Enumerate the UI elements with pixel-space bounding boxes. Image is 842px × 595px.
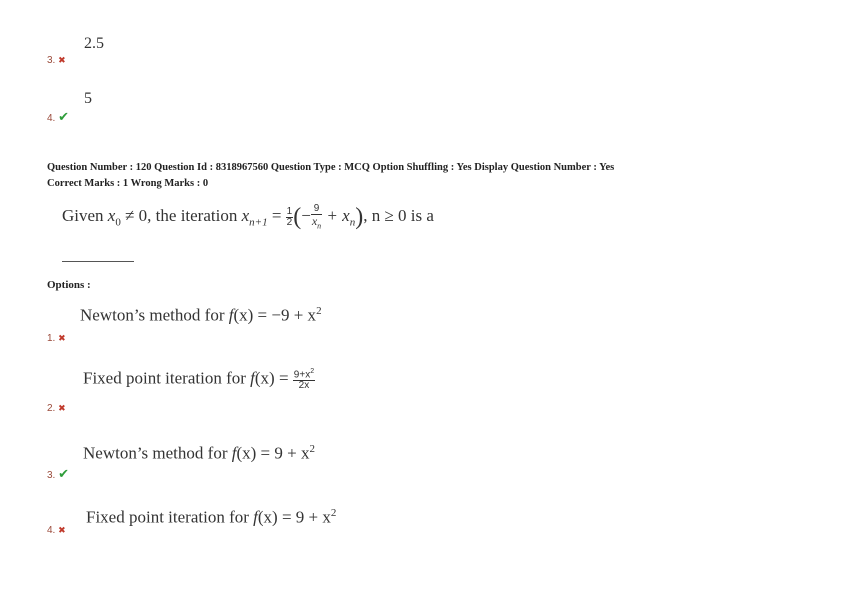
cross-icon: ✖ xyxy=(58,333,66,343)
answer-blank-line xyxy=(62,261,134,262)
option-4-text xyxy=(86,507,336,528)
option-3-text xyxy=(83,443,315,464)
stem-close-paren: ) xyxy=(355,204,364,231)
option-3-arg: (x) = 9 + x xyxy=(236,443,310,463)
option-2-prefix: Fixed point iteration for xyxy=(83,368,251,388)
question-stem xyxy=(62,204,434,230)
stem-xn1-sub: n+1 xyxy=(249,216,268,229)
option-2-frac-den: 2x xyxy=(298,380,310,392)
stem-equals: = xyxy=(267,206,286,226)
prev-option-4-number: 4. xyxy=(47,113,56,124)
option-2-arg: (x) = xyxy=(254,368,293,388)
option-3-f: f xyxy=(231,443,237,463)
option-1-number: 1. xyxy=(47,333,56,344)
stem-half-num: 1 xyxy=(286,205,293,217)
option-3-number: 3. xyxy=(47,470,56,481)
option-3-marker xyxy=(47,466,69,482)
cross-icon: ✖ xyxy=(58,55,66,65)
stem-open-paren: ( xyxy=(293,204,302,231)
stem-plus-xn: + x xyxy=(322,206,350,226)
stem-tail: , n ≥ 0 is a xyxy=(363,206,434,226)
option-2-f: f xyxy=(250,368,255,388)
stem-nine-num: 9 xyxy=(311,204,322,215)
stem-given: Given xyxy=(62,206,104,226)
option-4-number: 4. xyxy=(47,525,56,536)
stem-nine-den-sub: n xyxy=(317,221,322,231)
stem-half-den: 2 xyxy=(286,216,293,228)
options-label: Options : xyxy=(47,279,91,291)
prev-option-3-text: 2.5 xyxy=(84,35,104,52)
check-icon: ✔ xyxy=(58,466,70,481)
option-4-prefix: Fixed point iteration for xyxy=(86,507,254,527)
question-header-line1: Question Number : 120 Question Id : 8318967560 Question Type : MCQ Option Shuffling : Yes Display Question Number : Yes xyxy=(47,162,615,173)
stem-nine-den-x: x xyxy=(311,214,318,228)
option-1-sup: 2 xyxy=(316,305,322,317)
question-header-line2: Correct Marks : 1 Wrong Marks : 0 xyxy=(47,178,209,189)
prev-option-4-marker xyxy=(47,109,69,125)
prev-option-4-text: 5 xyxy=(84,90,92,107)
stem-xn1: x xyxy=(241,206,250,226)
option-1-prefix: Newton’s method for xyxy=(80,305,229,325)
cross-icon: ✖ xyxy=(58,525,66,535)
option-3-sup: 2 xyxy=(309,443,315,455)
option-4-sup: 2 xyxy=(330,507,337,519)
option-4-f: f xyxy=(253,507,258,527)
prev-option-3-marker xyxy=(47,55,66,66)
option-2-number: 2. xyxy=(47,403,56,414)
cross-icon: ✖ xyxy=(58,403,66,413)
option-2-frac-num-text: 9+x xyxy=(293,369,311,381)
option-2-marker xyxy=(47,403,66,414)
stem-xn-sub: n xyxy=(349,216,356,229)
stem-minus: − xyxy=(301,206,311,226)
option-4-marker xyxy=(47,525,66,536)
option-1-text xyxy=(80,305,322,326)
option-1-marker xyxy=(47,333,66,344)
option-2-frac-num-sup: 2 xyxy=(310,368,315,375)
option-2-text xyxy=(83,368,315,391)
check-icon: ✔ xyxy=(58,109,70,124)
option-2-frac-num xyxy=(293,368,315,381)
option-2-fraction xyxy=(293,368,315,391)
option-4-arg: (x) = 9 + x xyxy=(257,507,331,527)
stem-nine-den xyxy=(311,215,322,230)
stem-x0-sub: 0 xyxy=(115,216,121,229)
option-1-arg: (x) = −9 + x xyxy=(233,305,317,325)
stem-x0: x xyxy=(107,206,116,226)
option-3-prefix: Newton’s method for xyxy=(83,443,232,463)
prev-option-3-number: 3. xyxy=(47,55,56,66)
stem-neq: ≠ 0, the iteration xyxy=(120,206,242,226)
option-1-f: f xyxy=(228,305,234,325)
stem-nine-fraction xyxy=(311,204,322,230)
